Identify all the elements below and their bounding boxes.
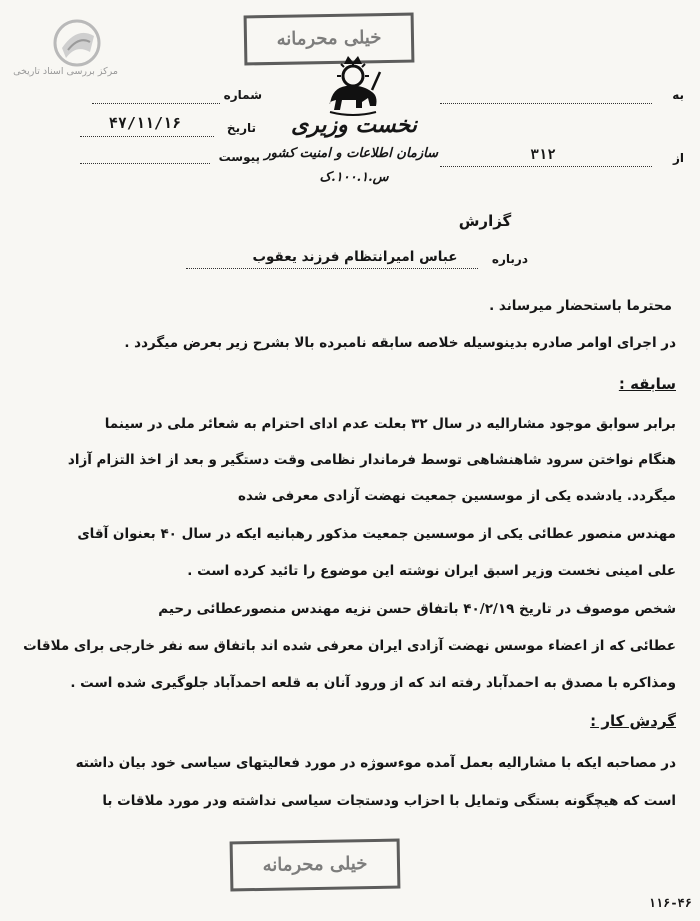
number-label: شماره — [223, 88, 262, 102]
lion-sun-icon — [322, 54, 384, 118]
archive-logo-text: مرکز بررسی اسناد تاریخی — [13, 66, 118, 77]
attachment-label: پیوست — [218, 150, 260, 164]
about-dotted-line — [186, 268, 478, 269]
confidential-stamp-top-text: خیلی محرمانه — [276, 27, 382, 50]
confidential-stamp-bottom-text: خیلی محرمانه — [262, 853, 368, 876]
from-dotted-line — [440, 166, 652, 167]
to-dotted-line — [440, 103, 652, 104]
archive-logo — [52, 18, 102, 68]
intro-paragraph: در اجرای اوامر صادره بدینوسیله خلاصه سابقه نامبرده بالا بشرح زیر بعرض میگردد . — [124, 335, 676, 351]
report-title: گزارش — [458, 212, 512, 230]
activity-line: در مصاحبه ایکه با مشارالیه بعمل آمده موءسوژه در مورد فعالیتهای سیاسی خود بیان داشته — [75, 755, 676, 771]
history-line: برابر سوابق موجود مشارالیه در سال ۳۲ بعلت عدم ادای احترام به شعائر ملی در سینما — [104, 416, 676, 432]
to-label: به — [672, 88, 684, 102]
history-line: مهندس منصور عطائی یکی از موسسین جمعیت مذکور رهبانیه ایکه در سال ۴۰ بعنوان آقای — [77, 526, 676, 542]
activity-heading: گردش کار : — [590, 712, 676, 730]
history-line: عطائی که از اعضاء موسس نهضت آزادی ایران معرفی شده اند باتفاق سه نفر خارجی برای ملاقات — [23, 638, 676, 654]
from-label: از — [672, 151, 684, 165]
from-value: ۳۱۲ — [530, 147, 556, 163]
archive-logo-icon — [52, 18, 102, 68]
history-line: شخص موصوف در تاریخ ۴۰/۲/۱۹ باتفاق حسن نزیه مهندس منصورعطائی رحیم — [158, 601, 676, 617]
activity-line: است که هیچگونه بستگی وتمایل با احزاب ودستجات سیاسی نداشته ودر مورد ملاقات با — [102, 793, 676, 809]
about-value: عباس امیرانتظام فرزند یعقوب — [252, 249, 458, 265]
history-line: علی امینی نخست وزیر اسبق ایران نوشته این موضوع را تائید کرده است . — [187, 563, 676, 579]
history-line: ومذاکره با مصدق به احمدآباد رفته اند که از ورود آنان به قلعه احمدآباد جلوگیری شده است . — [70, 675, 676, 691]
history-line: میگردد. یادشده یکی از موسسین جمعیت نهضت آزادی معرفی شده — [237, 488, 676, 504]
date-label: تاریخ — [226, 121, 256, 135]
history-line: هنگام نواختن سرود شاهنشاهی توسط فرماندار نظامی وقت دستگیر و بعد از اخذ التزام آزاد — [67, 452, 676, 468]
org-code: س.۱۰۰.۱.ک — [319, 170, 389, 185]
number-dotted-line — [92, 103, 220, 104]
date-dotted-line — [80, 136, 214, 137]
salutation: محترما باستحضار میرساند . — [489, 298, 672, 314]
page-number: ۱۱۶-۴۶ — [648, 896, 692, 910]
lion-and-sun-emblem — [322, 54, 384, 118]
org-title: نخست وزیری — [291, 112, 417, 138]
confidential-stamp-bottom — [230, 839, 401, 892]
date-value: ۴۷/۱۱/۱۶ — [108, 114, 182, 132]
history-heading: سابقه : — [618, 375, 676, 393]
org-subtitle: سازمان اطلاعات و امنیت کشور — [264, 146, 438, 161]
attachment-dotted-line — [80, 163, 210, 164]
about-label: درباره — [491, 252, 528, 266]
